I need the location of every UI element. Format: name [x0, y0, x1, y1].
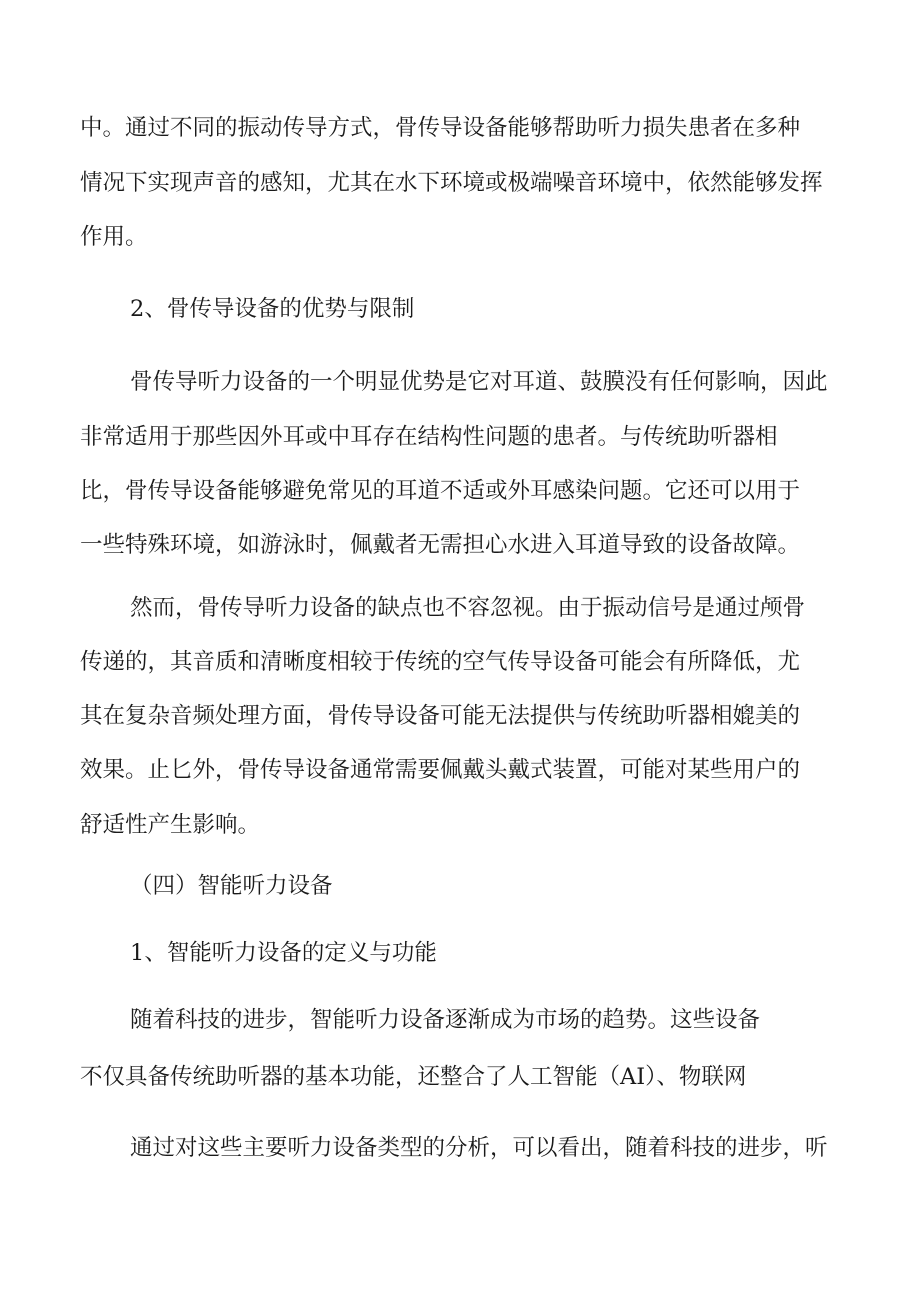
text-line: 一些特殊环境，如游泳时，佩戴者无需担心水进入耳道导致的设备故障。	[80, 532, 801, 558]
text-line: 中。通过不同的振动传导方式，骨传导设备能够帮助听力损失患者在多种	[80, 115, 801, 141]
text-line: 其在复杂音频处理方面，骨传导设备可能无法提供与传统助听器相媲美的	[80, 703, 801, 729]
text-line: 非常适用于那些因外耳或中耳存在结构性问题的患者。与传统助听器相	[80, 424, 778, 450]
text-line: 舒适性产生影响。	[80, 812, 261, 838]
text-line: 通过对这些主要听力设备类型的分析，可以看出，随着科技的进步，听	[130, 1135, 828, 1161]
text-line: 不仅具备传统助听器的基本功能，还整合了人工智能（AI）、物联网	[80, 1064, 747, 1090]
text-line: 效果。止匕外，骨传导设备通常需要佩戴头戴式装置，可能对某些用户的	[80, 757, 801, 783]
text-line: 然而，骨传导听力设备的缺点也不容忽视。由于振动信号是通过颅骨	[130, 595, 806, 621]
subsection-heading: 1、智能听力设备的定义与功能	[130, 940, 437, 966]
text-line: 情况下实现声音的感知，尤其在水下环境或极端噪音环境中，依然能够发挥	[80, 170, 823, 196]
text-line: 随着科技的进步，智能听力设备逐渐成为市场的趋势。这些设备	[130, 1007, 761, 1033]
text-line: 传递的，其音质和清晰度相较于传统的空气传导设备可能会有所降低，尤	[80, 649, 801, 675]
text-line: 骨传导听力设备的一个明显优势是它对耳道、鼓膜没有任何影响，因此	[130, 369, 828, 395]
section-heading: （四）智能听力设备	[130, 873, 333, 899]
text-line: 比，骨传导设备能够避免常见的耳道不适或外耳感染问题。它还可以用于	[80, 478, 801, 504]
section-heading: 2、骨传导设备的优势与限制	[130, 296, 415, 322]
text-line: 作用。	[80, 224, 148, 250]
